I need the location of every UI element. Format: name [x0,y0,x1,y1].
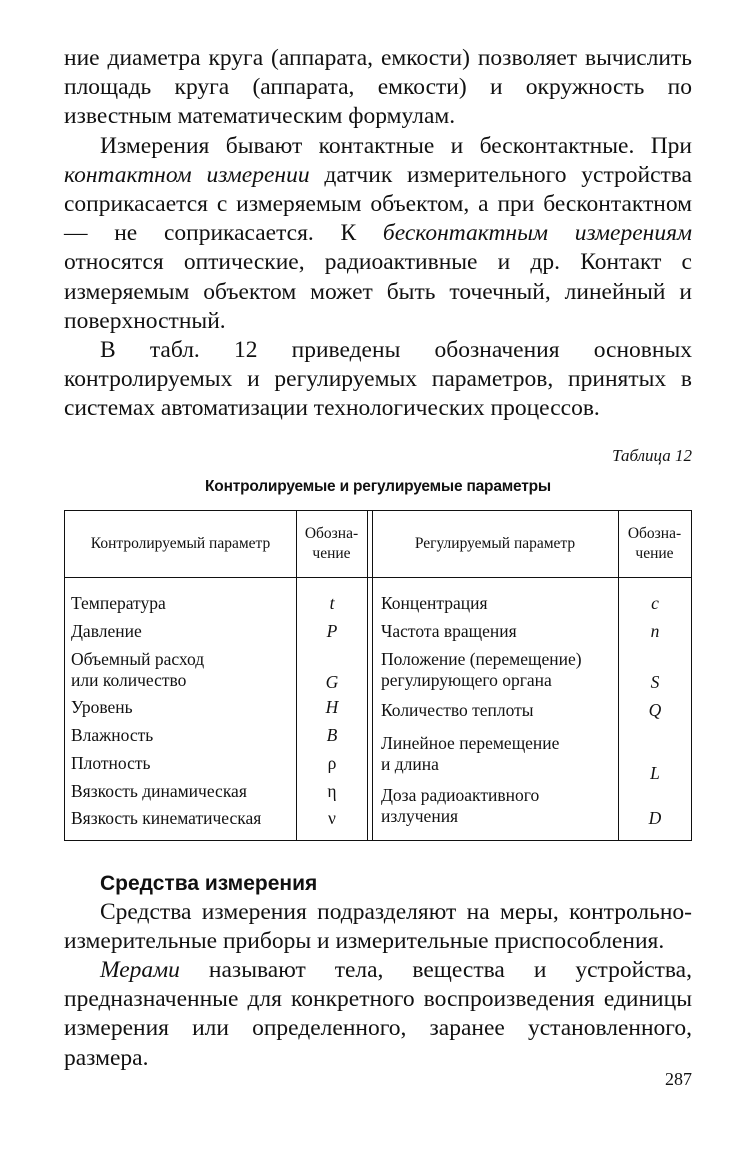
text-run: относятся оптические, радиоактивные и др. Контакт с измеряемым объектом может быть точечный, линейный и поверхностный. [64,249,692,334]
controlled-name: Уровень [71,696,133,717]
section-heading: Средства измерения [100,871,318,895]
page-body [64,44,692,1073]
controlled-name: Плотность [71,752,151,773]
regulated-name: Частота вращения [381,620,517,641]
table-title: Контролируемые и регулируемые параметры [205,477,551,495]
paragraph-means: Средства измерения подразделяют на меры, контрольно-измерительные приборы и измерительные приспособления. [64,898,692,954]
header-controlled-symbol: Обозна-чение [304,524,359,562]
regulated-symbol: n [650,620,660,641]
parameters-table [64,510,692,841]
regulated-name-cont: регулирующего органа [381,669,552,690]
controlled-symbol: P [326,620,338,641]
regulated-name: Доза радиоактивного [381,784,540,805]
controlled-name: Вязкость кинематическая [71,807,262,828]
term-contact-measurement: контактном измерении [64,161,310,188]
regulated-symbol: c [651,592,659,613]
regulated-name: Количество теплоты [381,699,534,720]
header-regulated: Регулируемый параметр [414,534,576,552]
regulated-name: Положение (перемещение) [381,648,582,669]
header-regulated-symbol: Обозна-чение [627,524,682,562]
controlled-symbol: ν [328,807,336,828]
page-number: 287 [665,1069,692,1089]
controlled-symbol: η [327,780,337,801]
table-number: Таблица 12 [612,445,692,465]
regulated-symbol: Q [648,699,662,720]
controlled-symbol: B [326,724,338,745]
regulated-symbol: D [648,807,662,828]
controlled-name: Объемный расход [71,648,205,669]
controlled-symbol: H [325,696,339,717]
text-run: датчик измерительного устройства соприкасается с измеряемым объектом, а при бесконтактном — не соприкасается. К [64,161,692,247]
regulated-name-cont: и длина [381,753,439,774]
paragraph-intro: ние диаметра круга (аппарата, емкости) позволяет вычислить площадь круга (аппарата, емкости) и окружность по известным математическим формулам. [64,45,692,130]
regulated-symbol: S [650,671,660,692]
controlled-symbol: G [325,671,339,692]
paragraph-contact [64,132,692,336]
controlled-name: Вязкость динамическая [71,780,247,801]
controlled-name: Давление [71,620,142,641]
text-run: Измерения бывают контактные и бесконтактные. При [100,132,692,159]
text-run: называют тела, вещества и устройства, предназначенные для конкретного воспроизведения единицы измерения или определенного, заранее установленного, размера. [64,957,692,1071]
controlled-symbol: t [329,592,335,613]
controlled-name: Влажность [71,724,154,745]
term-measures: Мерами [100,957,180,984]
controlled-name-cont: или количество [71,669,187,690]
regulated-name: Концентрация [381,592,488,613]
header-controlled: Контролируемый параметр [90,534,271,552]
paragraph-measures [64,956,692,1073]
controlled-symbol: ρ [327,752,337,773]
paragraph-table-ref: В табл. 12 приведены обозначения основных контролируемых и регулируемых параметров, принятых в системах автоматизации технологических процессов. [64,337,692,422]
regulated-symbol: L [650,762,660,783]
regulated-name-cont: излучения [381,805,459,826]
term-contactless-measurement: бесконтактным измерениям [382,220,692,247]
controlled-name: Температура [71,592,166,613]
regulated-name: Линейное перемещение [381,732,560,753]
